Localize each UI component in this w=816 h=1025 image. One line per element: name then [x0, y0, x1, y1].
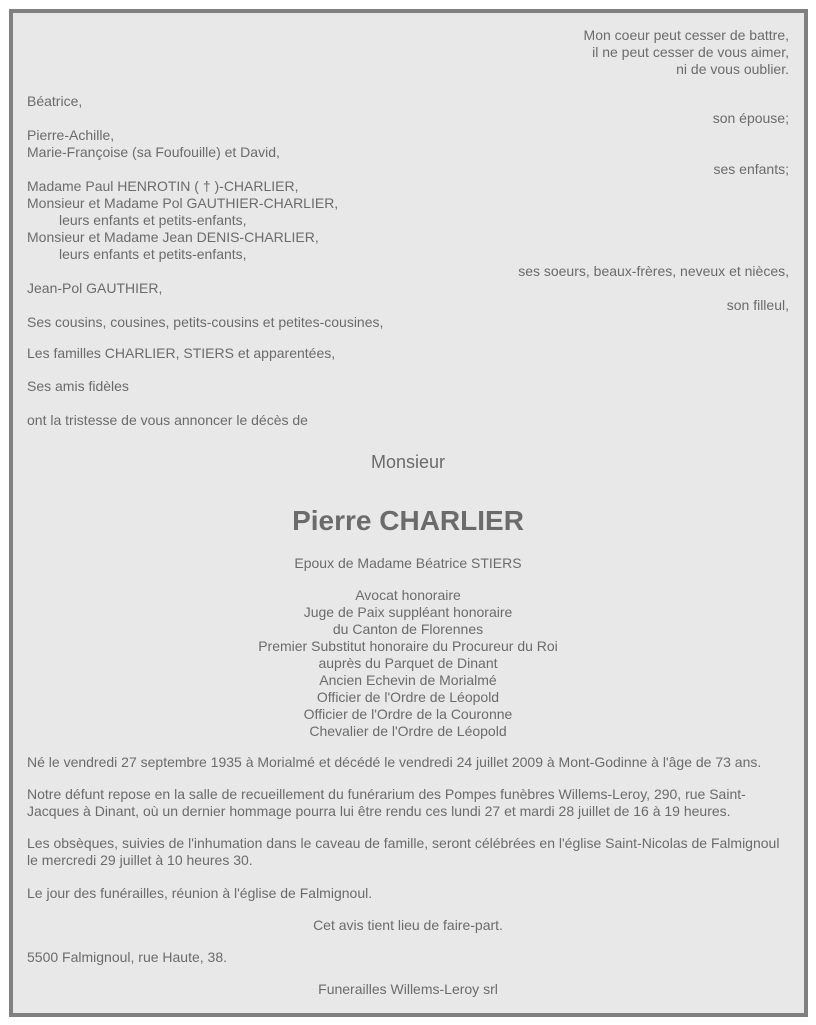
godson-role: son filleul,	[726, 297, 789, 313]
sibling-line: Monsieur et Madame Jean DENIS-CHARLIER,	[27, 229, 319, 245]
godson-name: Jean-Pol GAUTHIER,	[27, 280, 163, 296]
sibling-line: Madame Paul HENROTIN ( † )-CHARLIER,	[27, 178, 299, 194]
sibling-line: Monsieur et Madame Pol GAUTHIER-CHARLIER,	[27, 195, 339, 211]
undertaker-line: Funerailles Willems-Leroy srl	[318, 981, 498, 997]
notice-line: Cet avis tient lieu de faire-part.	[313, 917, 503, 933]
honor-line: auprès du Parquet de Dinant	[318, 655, 498, 671]
honor-line: du Canton de Florennes	[332, 621, 484, 637]
honor-line: Officier de l'Ordre de Léopold	[316, 689, 500, 705]
wife-name: Béatrice,	[27, 93, 83, 109]
honor-line: Avocat honoraire	[355, 587, 461, 603]
announce-line: ont la tristesse de vous annoncer le décès de	[27, 412, 308, 428]
siblings-role: ses soeurs, beaux-frères, neveux et nièces,	[518, 263, 789, 279]
deceased-title: Monsieur	[370, 452, 446, 472]
friends-line: Ses amis fidèles	[27, 378, 129, 394]
spouse-line: Epoux de Madame Béatrice STIERS	[294, 555, 522, 571]
child-name: Marie-Françoise (sa Foufouille) et David,	[27, 144, 280, 160]
birth-death-paragraph: Né le vendredi 27 septembre 1935 à Morialmé et décédé le vendredi 24 juillet 2009 à Mont-Godinne à l'âge de 73 ans.	[27, 754, 762, 770]
honor-line: Chevalier de l'Ordre de Léopold	[309, 723, 507, 739]
poem-line: ni de vous oublier.	[676, 61, 789, 77]
sibling-line: leurs enfants et petits-enfants,	[59, 212, 247, 228]
honor-line: Juge de Paix suppléant honoraire	[303, 604, 513, 620]
child-name: Pierre-Achille,	[27, 127, 115, 143]
repose-paragraph: Notre défunt repose en la salle de recueillement du funérarium des Pompes funèbres Willems-Leroy, 290, rue Saint-Jacques à Dinant, où un dernier hommage pourra lui être rendu ces lundi 27 et mardi 28 juillet de 16 à 19 heures.	[27, 786, 746, 819]
children-role: ses enfants;	[713, 161, 789, 177]
poem-line: Mon coeur peut cesser de battre,	[583, 27, 789, 43]
meeting-paragraph: Le jour des funérailles, réunion à l'église de Falmignoul.	[27, 885, 373, 901]
poem-line: il ne peut cesser de vous aimer,	[592, 44, 789, 60]
honor-line: Officier de l'Ordre de la Couronne	[303, 706, 513, 722]
honor-line: Premier Substitut honoraire du Procureur du Roi	[258, 638, 558, 654]
deceased-name: Pierre CHARLIER	[292, 505, 524, 536]
honor-line: Ancien Echevin de Morialmé	[319, 672, 497, 688]
families-line: Les familles CHARLIER, STIERS et apparentées,	[27, 345, 336, 361]
funeral-paragraph: Les obsèques, suivies de l'inhumation dans le caveau de famille, seront célébrées en l'église Saint-Nicolas de Falmignoul le mercredi 29 juillet à 10 heures 30.	[27, 835, 780, 868]
wife-role: son épouse;	[712, 110, 789, 126]
sibling-line: leurs enfants et petits-enfants,	[59, 246, 247, 262]
address-line: 5500 Falmignoul, rue Haute, 38.	[27, 949, 228, 965]
cousins-line: Ses cousins, cousines, petits-cousins et petites-cousines,	[27, 314, 384, 330]
